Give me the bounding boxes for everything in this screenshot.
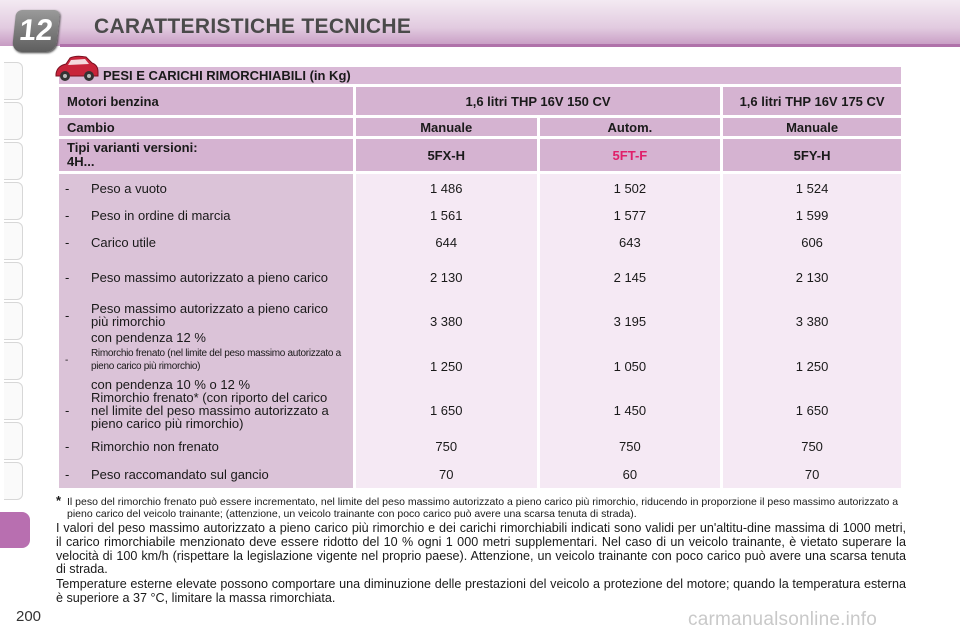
engine-175: 1,6 litri THP 16V 175 CV: [723, 87, 901, 115]
table-cell: 1 486: [429, 181, 463, 196]
chapter-tab[interactable]: [4, 262, 23, 300]
table-cell: 2 145: [613, 269, 647, 285]
table-cell: 3 380: [429, 313, 463, 329]
table-row: - Rimorchio non frenato: [59, 432, 353, 460]
table-cell: 3 195: [613, 313, 647, 329]
footnote-star: *: [56, 493, 62, 508]
chapter-tab[interactable]: [4, 302, 23, 340]
table-cell: 1 577: [613, 208, 647, 223]
variant-value: 5FY-H: [723, 139, 901, 171]
table-section-title: PESI E CARICHI RIMORCHIABILI (in Kg): [59, 67, 901, 84]
table-cell: 1 650: [795, 402, 829, 418]
table-section-title-row: [59, 67, 901, 84]
chapter-tab[interactable]: [4, 102, 23, 140]
table-cell: 1 561: [429, 208, 463, 223]
row-label: Rimorchio non frenato: [91, 438, 219, 454]
table-cell: 2 130: [429, 269, 463, 285]
table-cell: 1 599: [795, 208, 829, 223]
table-row: - Peso massimo autorizzato a pieno carico: [59, 256, 353, 298]
table-row: - Peso in ordine di marcia: [59, 202, 353, 229]
row-label: Peso massimo autorizzato a pieno carico: [91, 269, 329, 285]
table-cell: 3 380: [795, 313, 829, 329]
table-cell: 1 524: [795, 181, 829, 196]
value-column-5fy: [723, 174, 901, 488]
chapter-tab[interactable]: [4, 182, 23, 220]
table-cell: 70: [439, 466, 454, 482]
table-cell: 644: [435, 235, 458, 250]
table-row: - Rimorchio frenato (nel limite del peso massimo autorizzato a pieno carico più rimorchio) con pendenza 10 % o 12 %: [59, 344, 353, 388]
table-cell: 606: [801, 235, 823, 250]
chapter-tab[interactable]: [4, 222, 23, 260]
table-cell: 1 650: [429, 402, 463, 418]
table-cell: 70: [804, 466, 820, 482]
table-body: [59, 174, 901, 488]
table-cell: 1 250: [429, 358, 463, 374]
table-cell: 1 502: [613, 181, 647, 196]
weights-table: [56, 64, 904, 491]
variant-label-line2: 4H...: [67, 154, 95, 169]
label-column: [59, 174, 353, 488]
row-label: Peso massimo autorizzato a pieno carico più rimorchio: [91, 301, 329, 329]
page-number: 200: [16, 608, 42, 625]
chapter-tab[interactable]: [4, 422, 23, 460]
row-label: Peso in ordine di marcia: [91, 208, 231, 223]
table-row: - Peso a vuoto: [59, 175, 353, 202]
paragraph-altitude: I valori del peso massimo autorizzato a pieno carico più rimorchio e dei carichi rimorchiabili indicati sono validi per un'altitu-dine massima di 1000 metri, il carico rimorchiabile menzionato deve essere ridotto del 10 % ogni 1 000 metri supplementari. Nel caso di un veicolo trainante, è vietato superare la velocità di 100 km/h (rispettare la legislazione vigente nel proprio paese). Attenzione, un veicolo trainante con poco carico può avere una scarsa tenuta di strada.: [56, 521, 906, 577]
table-row: - Peso raccomandato sul gancio: [59, 460, 353, 488]
table-cell: 1 450: [613, 402, 647, 418]
table-cell: 750: [435, 438, 458, 454]
chapter-tab[interactable]: [4, 342, 23, 380]
row-label: Peso a vuoto: [91, 181, 167, 196]
table-cell: 1 050: [613, 358, 647, 374]
engine-150: 1,6 litri THP 16V 150 CV: [356, 87, 720, 115]
table-cell: 750: [801, 438, 823, 454]
table-cell: 60: [622, 466, 638, 482]
row-label: Rimorchio frenato (nel limite del peso massimo autorizzato a pieno carico più rimorchio): [91, 348, 341, 372]
header-divider: [60, 44, 960, 47]
row-label: Rimorchio frenato* (con riporto del carico nel limite del peso massimo autorizzato a pieno carico più rimorchio): [91, 389, 329, 431]
gearbox-value: Manuale: [356, 118, 537, 136]
chapter-tab-active[interactable]: [0, 512, 30, 548]
page-title: CARATTERISTICHE TECNICHE: [94, 15, 412, 38]
value-column-5ft: [540, 174, 721, 488]
chapter-tab[interactable]: [4, 382, 23, 420]
variant-label-line1: Tipi varianti versioni:: [67, 140, 198, 155]
variant-row: [59, 139, 901, 171]
row-sublabel: con pendenza 12 %: [91, 330, 206, 345]
chapter-tab[interactable]: [4, 142, 23, 180]
footnote-text: Il peso del rimorchio frenato può essere incrementato, nel limite del peso massimo autorizzato a pieno carico più rimorchio, riducendo in proporzione il peso massimo autorizzato a pieno carico del veicolo trainante; (attenzione, un veicolo trainante con poco carico può avere una scarsa tenuta di strada).: [67, 496, 899, 520]
row-label: Carico utile: [91, 235, 157, 250]
variant-value-highlighted: 5FT-F: [540, 139, 721, 171]
row-label: Peso raccomandato sul gancio: [91, 466, 269, 482]
car-icon: [52, 54, 100, 84]
footnote: [56, 493, 906, 520]
chapter-number: 12: [12, 10, 60, 52]
value-column-5fx: [356, 174, 537, 488]
row-sublabel: con pendenza 10 % o 12 %: [91, 377, 251, 392]
gearbox-row: [59, 118, 901, 136]
table-cell: 643: [619, 235, 641, 250]
engine-row: [59, 87, 901, 115]
watermark: carmanualsonline.info: [688, 609, 878, 630]
table-cell: 2 130: [795, 269, 829, 285]
chapter-tab[interactable]: [4, 62, 23, 100]
table-cell: 1 250: [795, 358, 829, 374]
chapter-tab[interactable]: [4, 462, 23, 500]
gearbox-value: Manuale: [723, 118, 901, 136]
engine-row-label: Motori benzina: [59, 87, 353, 115]
table-row: - Peso massimo autorizzato a pieno carico più rimorchio con pendenza 12 %: [59, 298, 353, 344]
chapter-tab-strip: [0, 62, 24, 562]
gearbox-value: Autom.: [540, 118, 721, 136]
table-row: - Rimorchio frenato* (con riporto del carico nel limite del peso massimo autorizzato a pieno carico più rimorchio): [59, 388, 353, 432]
table-cell: 750: [619, 438, 641, 454]
variant-value: 5FX-H: [356, 139, 537, 171]
variant-label: [59, 139, 353, 171]
table-row: - Carico utile: [59, 229, 353, 256]
gearbox-label: Cambio: [59, 118, 353, 136]
paragraph-temperature: Temperature esterne elevate possono comportare una diminuzione delle prestazioni del veicolo a protezione del motore; quando la temperatura esterna è superiore a 37 °C, limitare la massa rimorchiata.: [56, 577, 906, 605]
